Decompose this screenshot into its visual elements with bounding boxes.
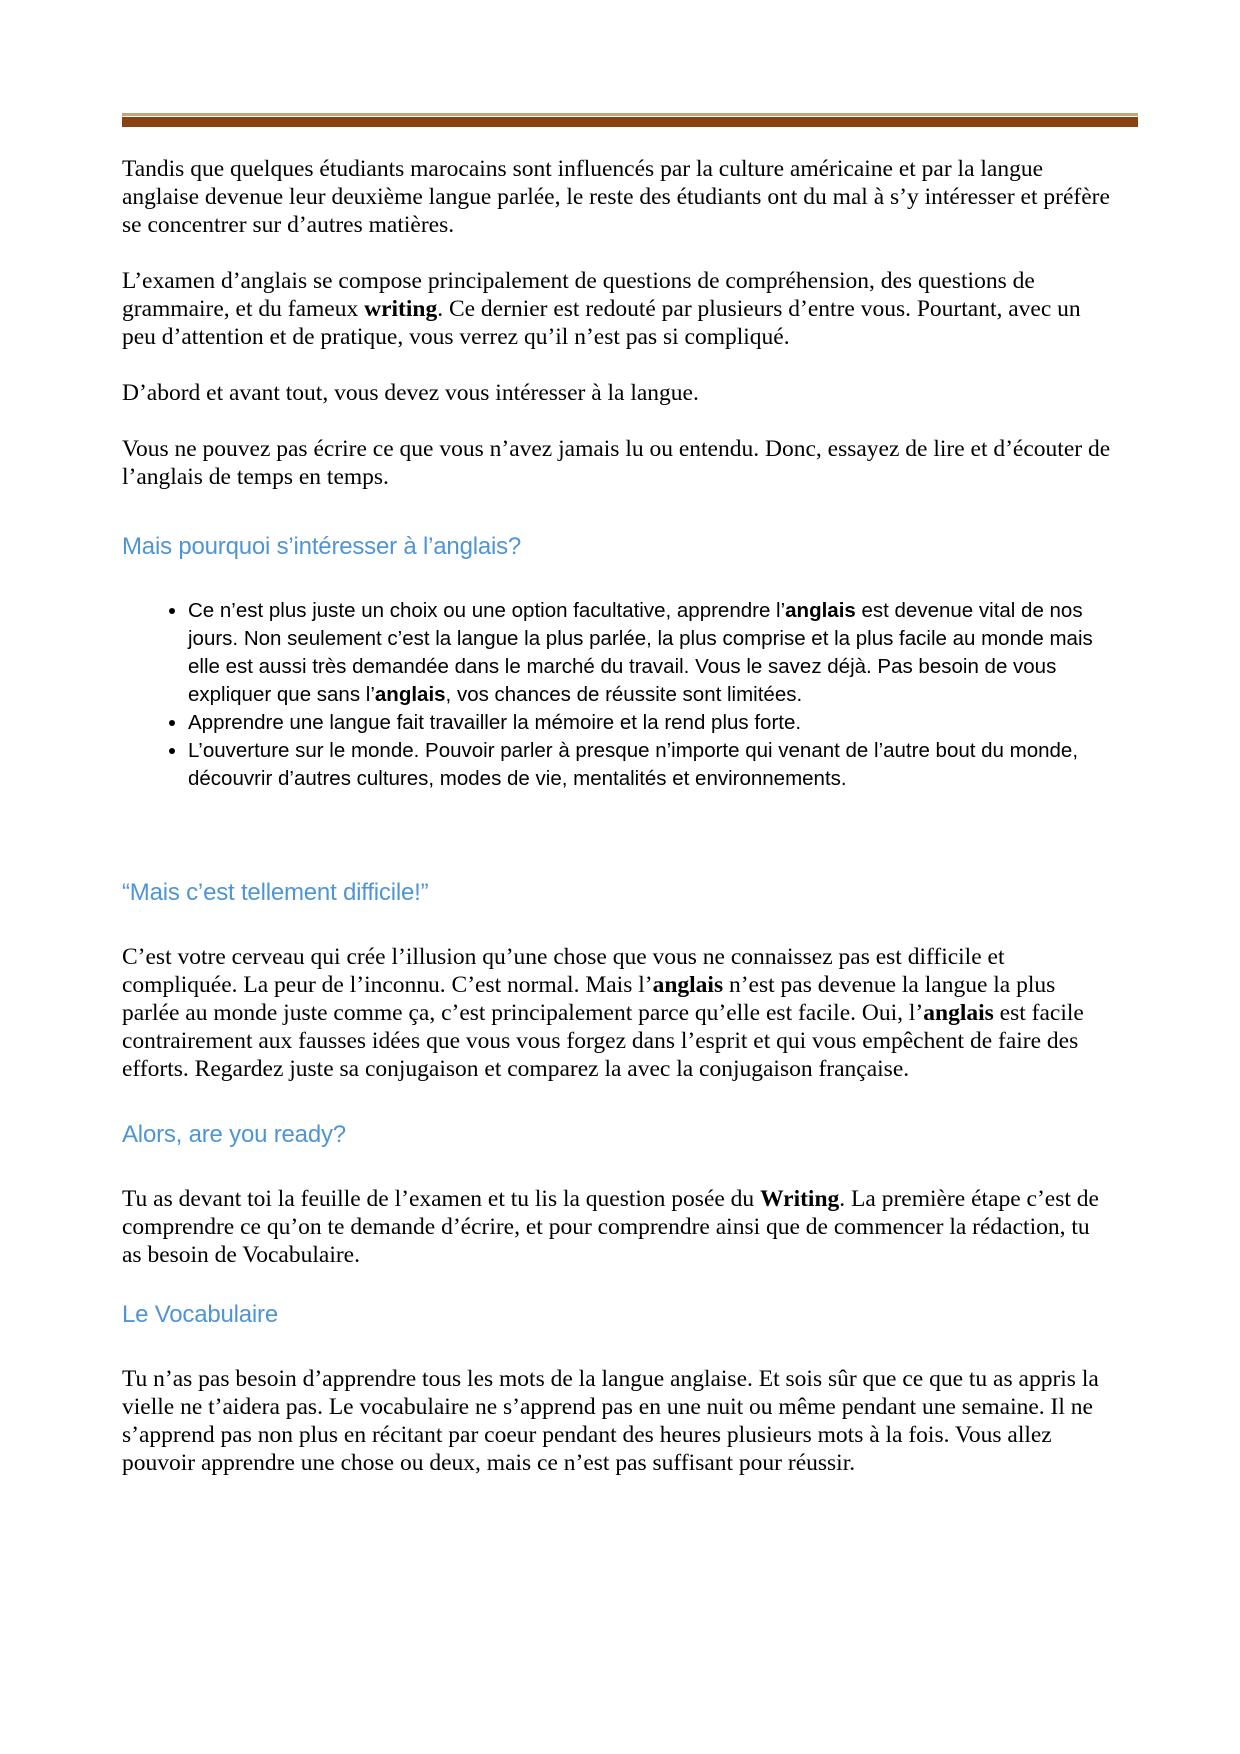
bullet-list-reasons: [122, 597, 1138, 793]
heading-pourquoi-anglais: Mais pourquoi s’intéresser à l’anglais?: [122, 533, 522, 560]
heading-vocabulaire: Le Vocabulaire: [122, 1301, 278, 1328]
header-divider-rule-bar: [122, 117, 1138, 127]
header-divider-rule: [122, 113, 1138, 127]
heading-ready: Alors, are you ready?: [122, 1121, 346, 1148]
paragraph-writing-question: Tu as devant toi la feuille de l’examen et tu lis la question posée du Writing. La première étape c’est de comprendre ce qu’on te demande d’écrire, et pour comprendre ainsi que de commencer la rédaction, tu as besoin de Vocabulaire.: [122, 1186, 1099, 1268]
paragraph-intro: Tandis que quelques étudiants marocains sont influencés par la culture américaine et par la langue anglaise devenue leur deuxième langue parlée, le reste des étudiants ont du mal à s’y intéresser et préfère se concentrer sur d’autres matières.: [122, 156, 1110, 238]
paragraph-interest: D’abord et avant tout, vous devez vous intéresser à la langue.: [122, 380, 699, 406]
paragraph-exam-structure: L’examen d’anglais se compose principalement de questions de compréhension, des questions de grammaire, et du fameux writing. Ce dernier est redouté par plusieurs d’entre vous. Pourtant, avec un peu d’attention et de pratique, vous verrez qu’il n’est pas si compliqué.: [122, 268, 1081, 350]
paragraph-vocabulaire: Tu n’as pas besoin d’apprendre tous les mots de la langue anglaise. Et sois sûr que ce que tu as appris la vielle ne t’aidera pas. Le vocabulaire ne s’apprend pas en une nuit ou même pendant une semaine. Il ne s’apprend pas non plus en récitant par coeur pendant des heures plusieurs mots à la fois. Vous allez pouvoir apprendre une chose ou deux, mais ce n’est pas suffisant pour réussir.: [122, 1366, 1099, 1476]
heading-difficile: “Mais c’est tellement difficile!”: [122, 879, 429, 906]
bullet-item: • Apprendre une langue fait travailler la mémoire et la rend plus forte.: [188, 709, 1112, 737]
bullet-item: • Ce n’est plus juste un choix ou une option facultative, apprendre l’anglais est devenue vital de nos jours. Non seulement c’est la langue la plus parlée, la plus comprise et la plus facile au monde mais elle est aussi très demandée dans le marché du travail. Vous le savez déjà. Pas besoin de vous expliquer que sans l’anglais, vos chances de réussite sont limitées.: [188, 597, 1112, 709]
bullet-item: • L’ouverture sur le monde. Pouvoir parler à presque n’importe qui venant de l’autre bout du monde, découvrir d’autres cultures, modes de vie, mentalités et environnements.: [188, 737, 1112, 793]
paragraph-read-listen: Vous ne pouvez pas écrire ce que vous n’avez jamais lu ou entendu. Donc, essayez de lire et d’écouter de l’anglais de temps en temps.: [122, 436, 1111, 490]
paragraph-cerveau-illusion: C’est votre cerveau qui crée l’illusion qu’une chose que vous ne connaissez pas est difficile et compliquée. La peur de l’inconnu. C’est normal. Mais l’anglais n’est pas devenue la langue la plus parlée au monde juste comme ça, c’est principalement parce qu’elle est facile. Oui, l’anglais est facile contrairement aux fausses idées que vous vous forgez dans l’esprit et qui vous empêchent de faire des efforts. Regardez juste sa conjugaison et comparez la avec la conjugaison française.: [122, 944, 1084, 1082]
